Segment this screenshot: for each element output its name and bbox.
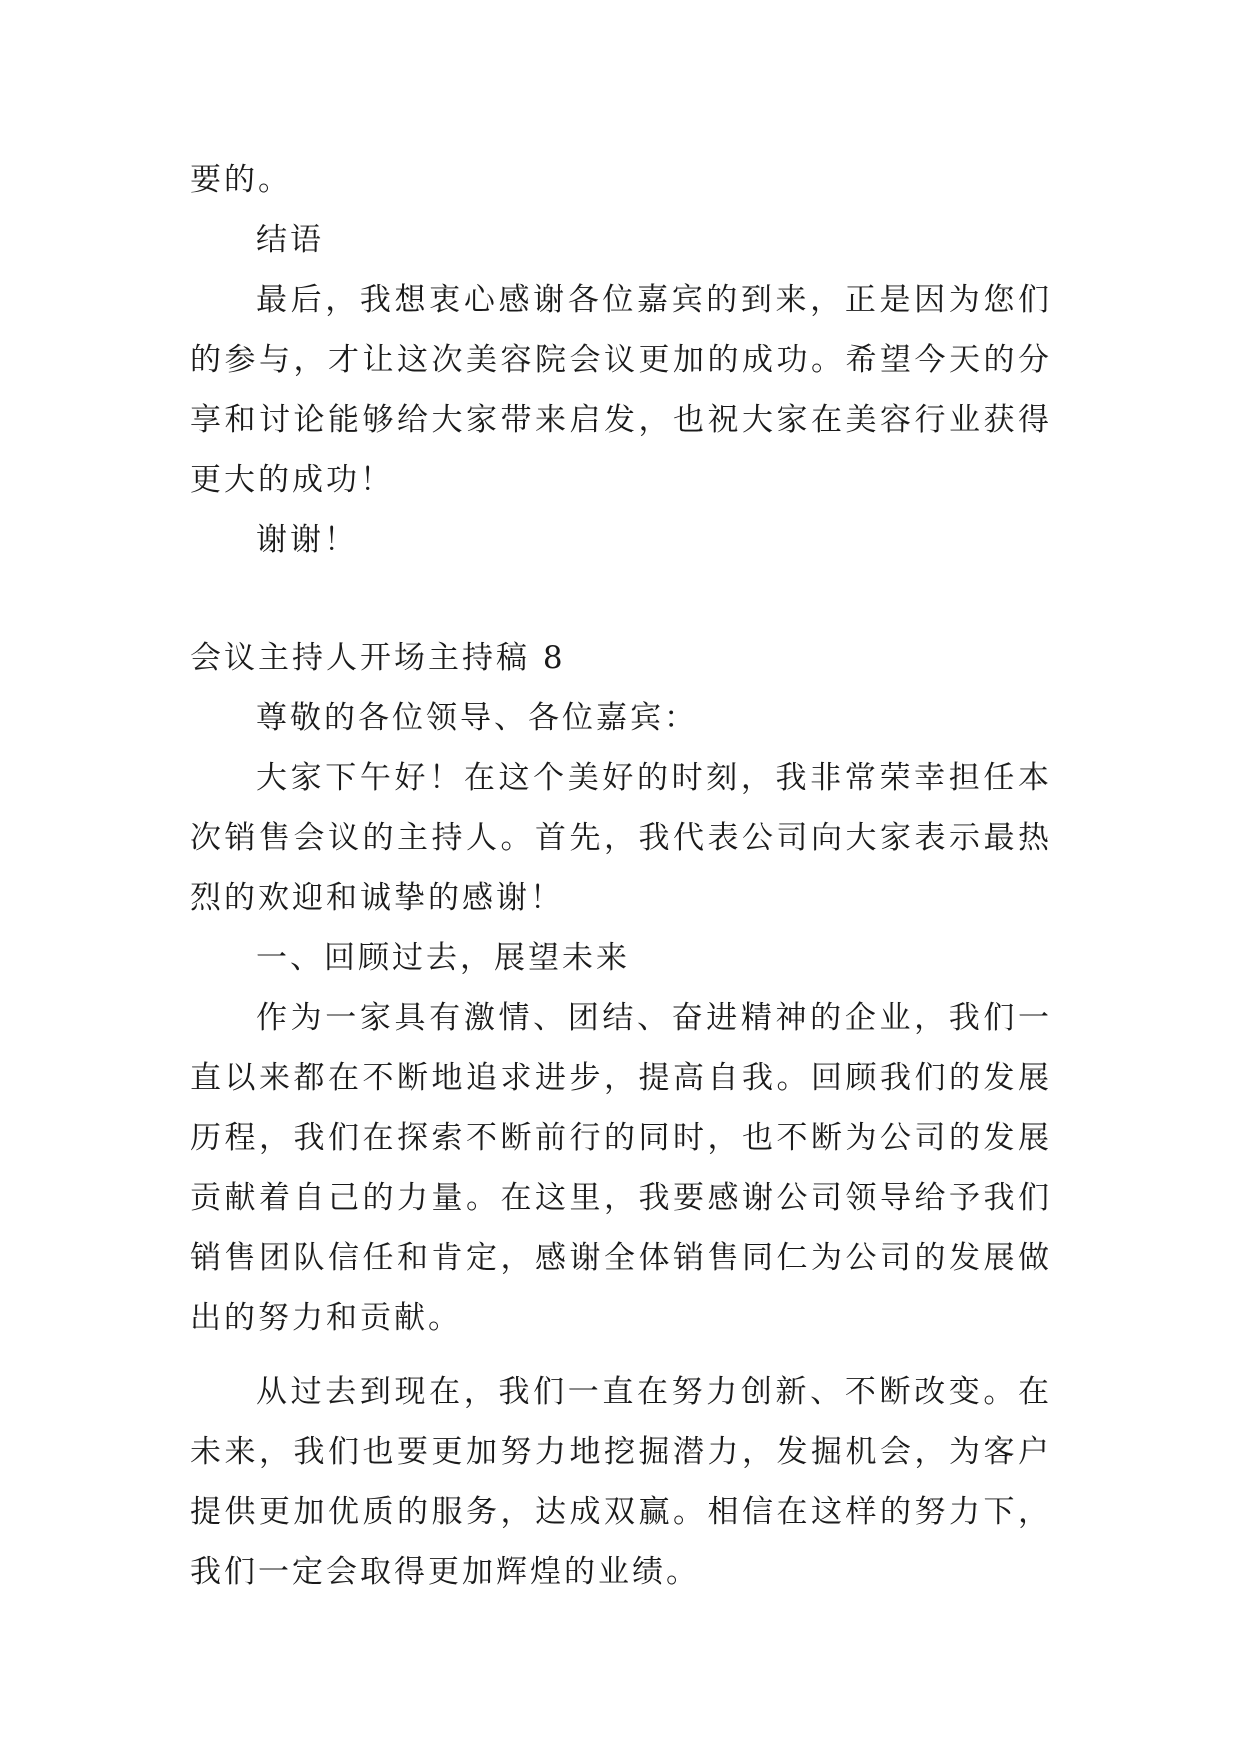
document-page <box>190 150 1052 1602</box>
paragraph-continuation: 要的。 <box>190 162 292 198</box>
paragraph-thanks-guests: 最后，我想衷心感谢各位嘉宾的到来，正是因为您们的参与，才让这次美容院会议更加的成功。希望今天的分享和讨论能够给大家带来启发，也祝大家在美容行业获得更大的成功！ <box>190 282 1052 498</box>
paragraph-future: 从过去到现在，我们一直在努力创新、不断改变。在未来，我们也要更加努力地挖掘潜力，发掘机会，为客户提供更加优质的服务，达成双赢。相信在这样的努力下，我们一定会取得更加辉煌的业绩。 <box>190 1374 1052 1590</box>
paragraph-thank-you: 谢谢！ <box>256 522 358 558</box>
paragraph-salutation: 尊敬的各位领导、各位嘉宾： <box>256 700 698 736</box>
paragraph-greeting: 大家下午好！在这个美好的时刻，我非常荣幸担任本次销售会议的主持人。首先，我代表公司向大家表示最热烈的欢迎和诚挚的感谢！ <box>190 760 1052 916</box>
section-heading-review: 一、回顾过去，展望未来 <box>256 940 630 976</box>
paragraph-review: 作为一家具有激情、团结、奋进精神的企业，我们一直以来都在不断地追求进步，提高自我。回顾我们的发展历程，我们在探索不断前行的同时，也不断为公司的发展贡献着自己的力量。在这里，我要感谢公司领导给予我们销售团队信任和肯定，感谢全体销售同仁为公司的发展做出的努力和贡献。 <box>190 1000 1052 1336</box>
document-title: 会议主持人开场主持稿 8 <box>190 640 566 676</box>
section-heading-conclusion: 结语 <box>256 222 324 258</box>
